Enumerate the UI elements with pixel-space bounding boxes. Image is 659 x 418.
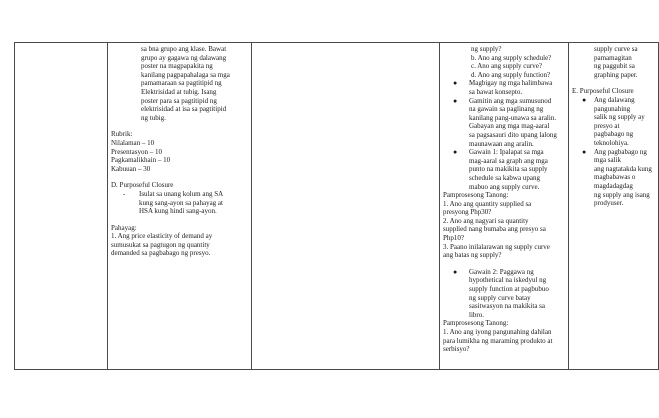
text-line: supply function at pagbubuo: [469, 285, 549, 294]
closure-cell: [569, 43, 659, 370]
bullet-item: [443, 97, 565, 149]
text-line: magbabawas o magdadagdag: [594, 173, 636, 190]
pahayag-title: Pahayag:: [111, 223, 137, 232]
rubric-title: Rubrik:: [111, 130, 133, 139]
text-line: HSA kung hindi sang-ayon.: [139, 207, 217, 216]
text-line: 2. Ano ang nagyari sa quantity: [443, 216, 529, 225]
bullet-icon: ●: [453, 148, 458, 157]
text-line: ng supply?: [471, 45, 502, 53]
text-line: hypothetical na iskedyul ng: [469, 276, 547, 285]
text-line: Ang dalawang pangunahing: [594, 95, 635, 113]
bullet-item: [443, 268, 565, 320]
text-line: grupo ay gagawa ng dalawang: [141, 53, 227, 62]
bullet-item: [443, 79, 565, 96]
text-line: sa pagsasauri dito upang lalong: [469, 130, 557, 139]
activity-cell: [108, 43, 252, 370]
rubric-line: Presentasyon – 10: [111, 147, 162, 156]
text-line: 1. Ang price elasticity of demand ay: [111, 232, 213, 241]
activity-intro: [111, 45, 248, 122]
bullet-icon: ●: [453, 96, 458, 105]
text-line: sa bawat konsepto.: [469, 87, 523, 96]
text-line: libro.: [469, 310, 484, 319]
text-line: poster para sa pagtitipid ng: [141, 96, 217, 105]
text-line: 3. Paano inilalarawan ng supply curve: [443, 242, 550, 251]
dash-marker: -: [123, 189, 126, 198]
text-line: serbisyo?: [443, 345, 470, 354]
text-line: Elektrisidad at tubig. Isang: [141, 87, 217, 96]
text-line: schedule sa kabwa upang: [469, 173, 540, 182]
text-line: ang batas ng supply?: [443, 251, 502, 260]
text-line: kung sang-ayon sa pahayag at: [139, 198, 223, 207]
table-row: [15, 43, 659, 370]
text-line: sumusukat sa pagtugon ng quantity: [111, 240, 210, 249]
text-line: sa bna grupo ang klase. Bawat: [141, 45, 227, 53]
text-line: Isulat sa unang kolum ang SA: [139, 189, 224, 198]
text-line: c. Ano ang supply curve?: [471, 62, 542, 71]
question-list: [443, 45, 565, 79]
text-line: Magbigay ng mga halimbawa: [469, 79, 553, 88]
text-line: Gamitin ang mga sumusunod: [469, 96, 552, 105]
text-line: supplied nang bumaba ang presyo sa: [443, 225, 546, 234]
text-line: pagbabago ng teknolohiya.: [594, 130, 634, 147]
closure-title: D. Purposeful Closure: [111, 181, 174, 190]
empty-cell-left: [15, 43, 108, 370]
text-line: poster na magpapakita ng: [141, 62, 213, 71]
text-line: supply curve sa pamamagitan: [594, 45, 638, 62]
bullet-item: [443, 148, 565, 191]
closure-intro: [572, 45, 655, 79]
closure-item: [111, 190, 248, 216]
bullet-icon: ●: [453, 79, 458, 88]
bullet-item: [572, 96, 655, 148]
text-line: Ang pagbabago ng mga salik: [594, 147, 647, 165]
bullet-icon: ●: [453, 267, 458, 276]
text-line: Gawain 1: Ipalapat sa mga: [469, 148, 544, 157]
text-line: presyong Php30?: [443, 208, 492, 217]
text-line: ng paggubit sa graphing paper.: [594, 62, 638, 79]
closure-title: E. Purposeful Closure: [572, 87, 634, 96]
text-line: Gawain 2: Paggawa ng: [469, 267, 534, 276]
rubric-line: Pagkamalikhain – 10: [111, 156, 171, 165]
bullet-icon: ●: [582, 147, 587, 156]
discussion-cell: [440, 43, 569, 370]
processing-questions-title: Pamprosesong Tanong:: [443, 319, 509, 328]
text-line: kanilang pang-unawa sa aralin.: [469, 113, 557, 122]
text-line: Gabayan ang mga mag-aaral: [469, 122, 550, 131]
text-line: ang nagtatakda kung: [594, 164, 652, 173]
text-line: mabuo ang supply curve.: [469, 182, 540, 191]
text-line: pamamaraan sa pagtitipid ng: [141, 79, 222, 88]
rubric-line: Nilalaman – 10: [111, 138, 155, 147]
text-line: sasitwasyon na makikita sa: [469, 302, 546, 311]
bullet-item: [572, 148, 655, 208]
text-line: kanilang pagpapahalaga sa mga: [141, 70, 230, 79]
text-line: 1. Ano ang quantity supplied sa: [443, 199, 532, 208]
text-line: demanded sa pagbabago ng presyo.: [111, 249, 211, 258]
text-line: na gawain sa paglinang ng: [469, 105, 544, 114]
empty-cell-middle: [252, 43, 440, 370]
text-line: ng supply ang isang prodyuser.: [594, 190, 650, 208]
text-line: b. Ano ang supply schedule?: [471, 53, 552, 62]
text-line: elektrisidad at isa sa pagtitipid: [141, 105, 227, 114]
text-line: salik ng supply ay presyo at: [594, 113, 645, 130]
text-line: para lumikha ng maraming produkto at: [443, 336, 553, 345]
text-line: mag-aaral sa graph ang mga: [469, 156, 548, 165]
processing-questions-title: Pamprosesong Tanong:: [443, 191, 509, 200]
text-line: ng supply curve batay: [469, 293, 531, 302]
text-line: Php10?: [443, 234, 464, 243]
lesson-plan-table: [14, 42, 659, 370]
text-line: ng tubig.: [141, 113, 166, 122]
text-line: punto na makikita sa supply: [469, 165, 548, 174]
text-line: d. Ano ang supply function?: [471, 70, 551, 79]
rubric-line: Kabuuan – 30: [111, 164, 151, 173]
text-line: 1. Ano ang iyong pangunahing dahilan: [443, 328, 552, 336]
text-line: maunawaan ang aralin.: [469, 139, 534, 148]
bullet-icon: ●: [582, 95, 587, 104]
